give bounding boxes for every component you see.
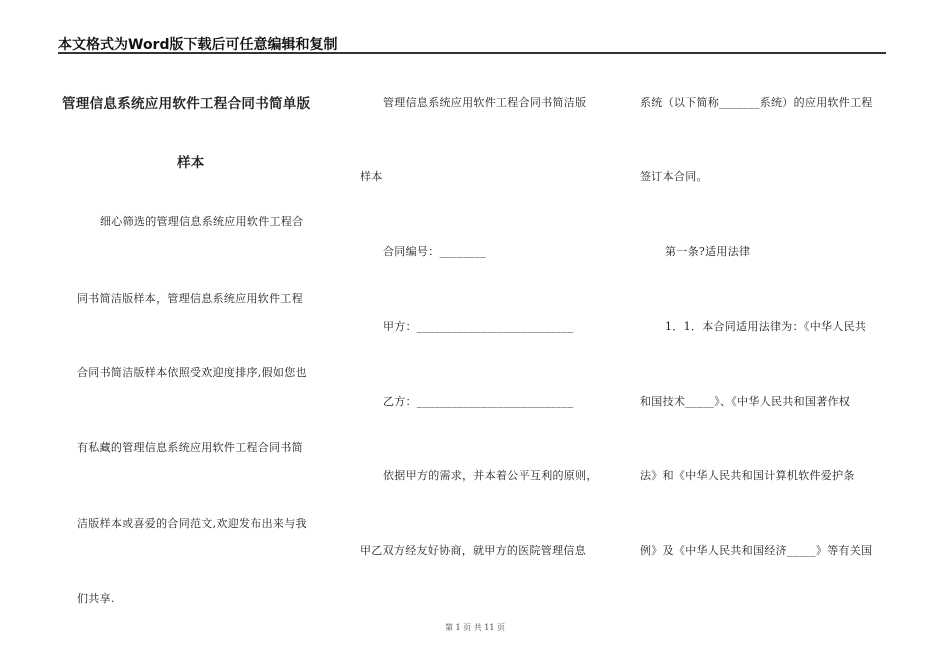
intro-line-4: 有私藏的管理信息系统应用软件工程合同书简 [77, 441, 303, 454]
header-rule [58, 52, 886, 54]
contract-title-line: 管理信息系统应用软件工程合同书简洁版 [383, 96, 587, 109]
intro-line-5: 洁版样本或喜爱的合同范文,欢迎发布出来与我 [77, 517, 307, 530]
page-number-footer: 第 1 页 共 11 页 [445, 623, 505, 632]
contract-title-sample: 样本 [360, 170, 383, 183]
intro-line-3: 合同书简洁版样本依照受欢迎度排序,假如您也 [77, 366, 307, 379]
contract-number: 合同编号：________ [383, 245, 486, 258]
clause-1-1-line-3: 法》和《中华人民共和国计算机软件爱护条 [640, 469, 855, 482]
clause-1-1-line-1: 1．1．本合同适用法律为：《中华人民共 [665, 320, 867, 333]
clause-1-1-line-4: 例》及《中华人民共和国经济_____》等有关国 [640, 544, 873, 557]
party-b: 乙方：___________________________ [383, 395, 574, 408]
intro-line-2: 同书简洁版样本，管理信息系统应用软件工程 [77, 292, 303, 305]
intro-line-1: 细心筛选的管理信息系统应用软件工程合 [100, 215, 304, 228]
body-line-2: 甲乙双方经友好协商，就甲方的医院管理信息 [360, 544, 586, 557]
article-1-heading: 第一条?适用法律 [665, 245, 751, 258]
party-a: 甲方：___________________________ [383, 320, 574, 333]
document-header: 本文格式为Word版下载后可任意编辑和复制 [58, 37, 338, 53]
intro-line-6: 们共享. [77, 592, 115, 605]
body-line-4: 签订本合同。 [640, 170, 708, 183]
document-title-line-1: 管理信息系统应用软件工程合同书简单版 [62, 96, 311, 112]
body-line-1: 依据甲方的需求，并本着公平互利的原则， [383, 469, 598, 482]
body-line-3: 系统（以下简称_______系统）的应用软件工程 [640, 96, 873, 109]
document-title-line-2: 样本 [177, 155, 205, 171]
clause-1-1-line-2: 和国技术_____》、《中华人民共和国著作权 [640, 395, 851, 408]
